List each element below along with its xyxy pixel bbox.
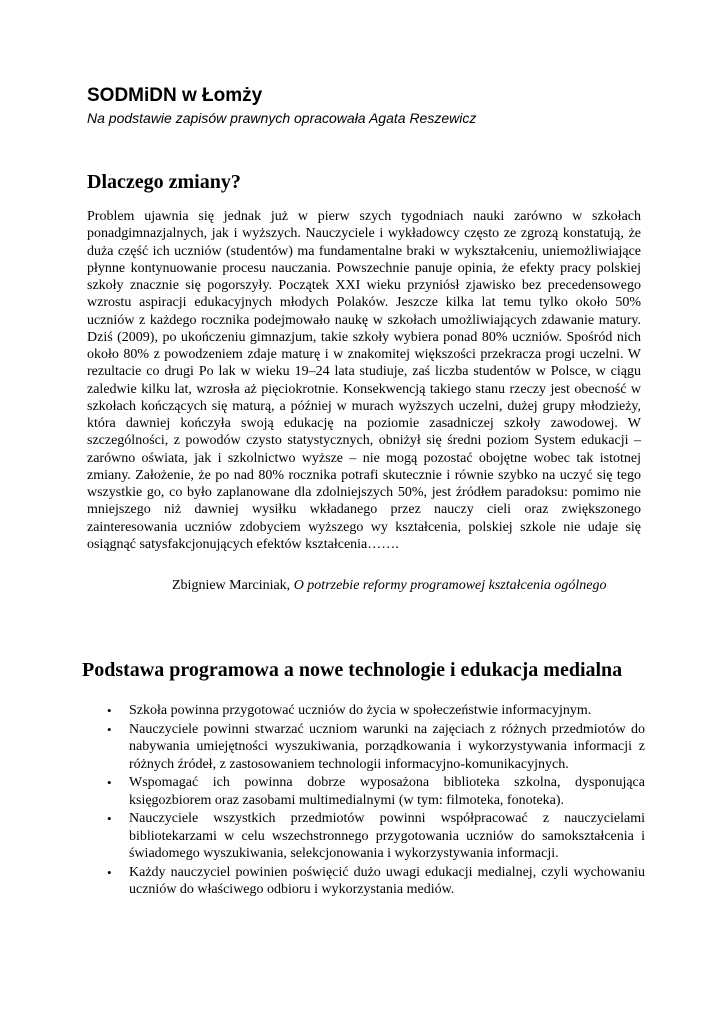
list-item [87,864,645,899]
list-item-text: Nauczyciele wszystkich przedmiotów powinni współpracować z nauczycielami bibliotekarzami w celu wszechstronnego przygotowania uczniów do samokształcenia i świadomego wyszukiwania, selekcjonowania i wykorzystywania informacji. [129,811,645,861]
list-item-text: Nauczyciele powinni stwarzać uczniom warunki na zajęciach z różnych przedmiotów do nabywania umiejętności wyszukiwania, porządkowania i wykorzystywania informacji z różnych źródeł, z zastosowaniem technologii informacyjno-komunikacyjnych. [129,721,645,772]
bullet-icon: • [107,864,112,880]
list-item [87,721,645,774]
bullet-list [87,702,645,900]
section-heading-curriculum: Podstawa programowa a nowe technologie i edukacja medialna [82,659,623,681]
list-item-text: Każdy nauczyciel powinien poświęcić dużo uwagi edukacji medialnej, czyli wychowaniu uczniów do właściwego odbioru i wykorzystania mediów. [129,864,645,897]
section-heading-why-changes: Dlaczego zmiany? [87,171,241,193]
bullet-icon: • [107,703,112,718]
bullet-icon: • [107,721,112,737]
list-item [87,702,645,720]
citation-title: O potrzebie reformy programowej kształcenia ogólnego [293,578,607,593]
bullet-icon: • [107,775,112,790]
document-title: SODMiDN w Łomży [87,85,263,106]
list-item [87,774,645,809]
citation [172,578,606,594]
list-item-text: Wspomagać ich powinna dobrze wyposażona biblioteka szkolna, dysponująca księgozbiorem oraz zasobami multimedialnymi (w tym: filmoteka, fonoteka). [129,775,645,808]
list-item [87,810,645,863]
bullet-icon: • [107,811,112,826]
document-subtitle: Na podstawie zapisów prawnych opracowała Agata Reszewicz [87,110,477,126]
section-paragraph: Problem ujawnia się jednak już w pierw szych tygodniach nauki zarówno w szkołach ponadgimnazjalnych, jak i wyższych. Nauczyciele i wykładowcy często ze zgrozą konstatują, że duża część ich uczniów (studentów) ma fundamentalne braki w wykształceniu, uniemożliwiające płynne kontynuowanie procesu nauczania. Powszechnie panuje opinia, że efekty pracy polskiej szkoły znacznie się pogorszyły. Początek XXI wieku przyniósł zjawisko bez precedensowego wzrostu aspiracji edukacyjnych młodych Polaków. Jeszcze kilka lat temu tylko około 50% uczniów z każdego rocznika podejmowało naukę w szkołach umożliwiających zdawanie matury. Dziś (2009), po ukończeniu gimnazjum, takie szkoły wybiera ponad 80% uczniów. Spośród nich około 80% z powodzeniem zdaje maturę i w znakomitej większości przekracza progi uczelni. W rezultacie co drugi Po lak w wieku 19–24 lata studiuje, zaś liczba studentów w Polsce, w ciągu zaledwie kilku lat, wzrosła aż pięciokrotnie. Konsekwencją takiego stanu rzeczy jest obecność w szkołach kończących się maturą, a później w murach wyższych uczelni, dużej grupy młodzieży, która dawniej kończyła swoją edukację na poziomie zasadniczej szkoły zawodowej. W szczególności, z powodów czysto statystycznych, obniżył się średni poziom System edukacji – zarówno oświata, jak i szkolnictwo wyższe – nie mogą pozostać obojętne wobec tak istotnej zmiany. Założenie, że po nad 80% rocznika potrafi skutecznie i równie szybko na uczyć się tego wszystkie go, co było zaplanowane dla zdolniejszych 50%, jest źródłem paradoksu: pomimo nie mniejszego niż dawniej wysiłku wkładanego przez nauczy cieli oraz zwiększonego zainteresowania uczniów zdobyciem wyższego wy kształcenia, polskiej szkole nie udaje się osiągnąć satysfakcjonujących efektów kształcenia……. [87,209,641,552]
citation-author: Zbigniew Marciniak, [172,578,291,593]
list-item-text: Szkoła powinna przygotować uczniów do życia w społeczeństwie informacyjnym. [129,703,592,718]
